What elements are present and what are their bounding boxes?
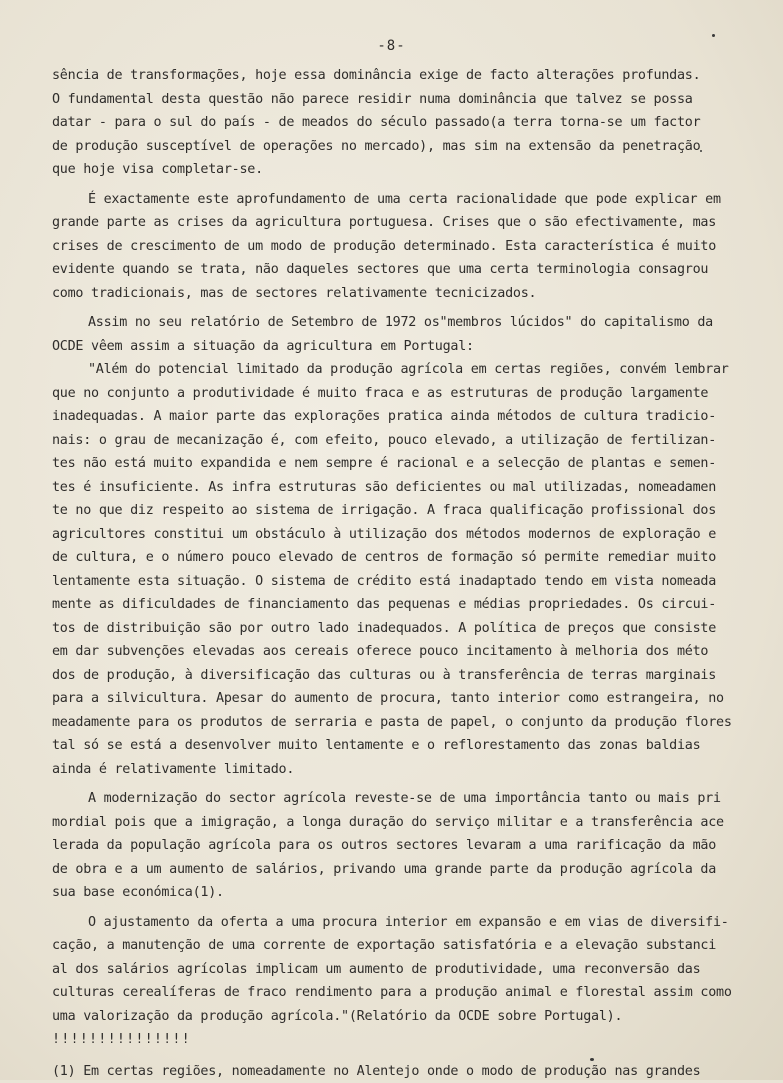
- text-line: de obra e a um aumento de salários, privando uma grande parte da produção agrícola da: [52, 858, 742, 882]
- text-line: ainda é relativamente limitado.: [52, 758, 742, 782]
- separator-line: !!!!!!!!!!!!!!!: [52, 1028, 742, 1052]
- ink-speck: [700, 150, 702, 152]
- text-line: mordial pois que a imigração, a longa duração do serviço militar e a transferência ace: [52, 811, 742, 835]
- footnote: (1) Em certas regiões, nomeadamente no Alentejo onde o modo de produção nas grandes: [52, 1060, 742, 1083]
- text-line: OCDE vêem assim a situação da agricultura em Portugal:: [52, 335, 742, 359]
- text-line: de produção susceptível de operações no mercado), mas sim na extensão da penetração: [52, 135, 742, 159]
- text-line: mente as dificuldades de financiamento das pequenas e médias propriedades. Os circui-: [52, 593, 742, 617]
- text-line: dos de produção, à diversificação das culturas ou à transferência de terras marginais: [52, 664, 742, 688]
- text-line: datar - para o sul do país - de meados do século passado(a terra torna-se um factor: [52, 111, 742, 135]
- text-line: te no que diz respeito ao sistema de irrigação. A fraca qualificação profissional dos: [52, 499, 742, 523]
- page-number: -8-: [0, 38, 783, 54]
- text-line: tes não está muito expandida e nem sempre é racional e a selecção de plantas e semen-: [52, 452, 742, 476]
- text-line: que hoje visa completar-se.: [52, 158, 742, 182]
- text-line: tal só se está a desenvolver muito lentamente e o reflorestamento das zonas baldias: [52, 734, 742, 758]
- text-line: lerada da população agrícola para os outros sectores levaram a uma rarificação da mão: [52, 834, 742, 858]
- paragraph-6: [52, 911, 742, 1029]
- paragraph-3: [52, 311, 742, 358]
- text-line: para a silvicultura. Apesar do aumento de procura, tanto interior como estrangeira, no: [52, 687, 742, 711]
- text-line: cação, a manutenção de uma corrente de exportação satisfatória e a elevação substanci: [52, 934, 742, 958]
- text-line: crises de crescimento de um modo de produção determinado. Esta característica é muito: [52, 235, 742, 259]
- text-line: Assim no seu relatório de Setembro de 1972 os"membros lúcidos" do capitalismo da: [52, 311, 742, 335]
- ink-speck: [712, 34, 715, 37]
- paragraph-5: [52, 787, 742, 905]
- text-line: É exactamente este aprofundamento de uma certa racionalidade que pode explicar em: [52, 188, 742, 212]
- text-line: evidente quando se trata, não daqueles sectores que uma certa terminologia consagrou: [52, 258, 742, 282]
- text-line: al dos salários agrícolas implicam um aumento de produtividade, uma reconversão das: [52, 958, 742, 982]
- text-line: O fundamental desta questão não parece residir numa dominância que talvez se possa: [52, 88, 742, 112]
- paragraph-2: [52, 188, 742, 306]
- text-line: "Além do potencial limitado da produção agrícola em certas regiões, convém lembrar: [52, 358, 742, 382]
- text-line: sência de transformações, hoje essa dominância exige de facto alterações profundas.: [52, 64, 742, 88]
- text-line: lentamente esta situação. O sistema de crédito está inadaptado tendo em vista nomeada: [52, 570, 742, 594]
- text-line: agricultores constitui um obstáculo à utilização dos métodos modernos de exploração e: [52, 523, 742, 547]
- text-line: O ajustamento da oferta a uma procura interior em expansão e em vias de diversifi-: [52, 911, 742, 935]
- quotation: [52, 358, 742, 781]
- document-body: [52, 64, 742, 1083]
- text-line: de cultura, e o número pouco elevado de centros de formação só permite remediar muito: [52, 546, 742, 570]
- text-line: grande parte as crises da agricultura portuguesa. Crises que o são efectivamente, mas: [52, 211, 742, 235]
- text-line: como tradicionais, mas de sectores relativamente tecnicizados.: [52, 282, 742, 306]
- text-line: sua base económica(1).: [52, 881, 742, 905]
- text-line: tos de distribuição são por outro lado inadequados. A política de preços que consiste: [52, 617, 742, 641]
- text-line: culturas cerealíferas de fraco rendimento para a produção animal e florestal assim como: [52, 981, 742, 1005]
- ink-speck: [590, 1058, 594, 1061]
- paragraph-1: [52, 64, 742, 182]
- text-line: em dar subvenções elevadas aos cereais oferece pouco incitamento à melhoria dos méto: [52, 640, 742, 664]
- text-line: A modernização do sector agrícola reveste-se de uma importância tanto ou mais pri: [52, 787, 742, 811]
- text-line: tes é insuficiente. As infra estruturas são deficientes ou mal utilizadas, nomeadamen: [52, 476, 742, 500]
- text-line: meadamente para os produtos de serraria e pasta de papel, o conjunto da produção flores: [52, 711, 742, 735]
- text-line: inadequadas. A maior parte das explorações pratica ainda métodos de cultura tradicio-: [52, 405, 742, 429]
- text-line: que no conjunto a produtividade é muito fraca e as estruturas de produção largamente: [52, 382, 742, 406]
- text-line: uma valorização da produção agrícola."(Relatório da OCDE sobre Portugal).: [52, 1005, 742, 1029]
- text-line: nais: o grau de mecanização é, com efeito, pouco elevado, a utilização de fertilizan-: [52, 429, 742, 453]
